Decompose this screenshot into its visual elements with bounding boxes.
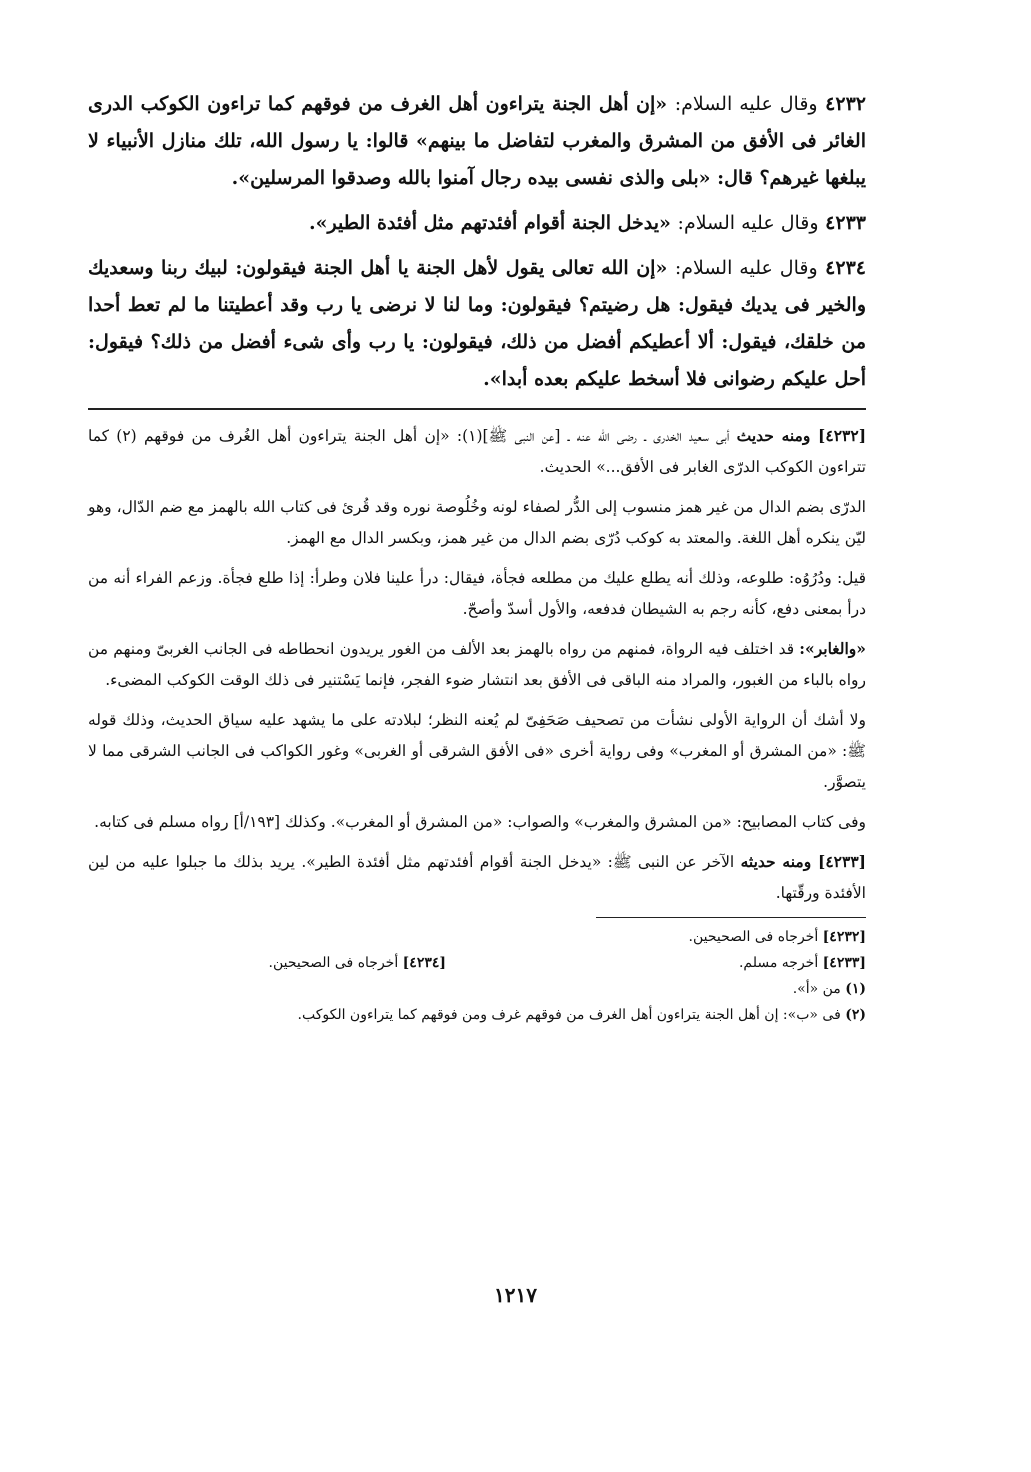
- footnote-ref: (٢): [845, 1007, 866, 1023]
- hadith-intro: وقال عليه السلام:: [677, 212, 819, 234]
- hadith-intro: وقال عليه السلام:: [674, 93, 818, 115]
- commentary-paragraph: [88, 806, 866, 838]
- hadith-intro: وقال عليه السلام:: [674, 257, 818, 279]
- page-number: ١٢١٧: [494, 1283, 537, 1307]
- commentary-text: ولا أشك أن الرواية الأولى نشأت من تصحيف صَحَفِىّ لم يُعنه النظر؛ لبلادته على ما يشهد عليه سياق الحديث، وذلك قوله ﷺ: «من المشرق أو المغرب» وفى رواية أخرى «فى الأفق الشرقى أو الغربى» وغور الكواكب فى الجانب الشرقى مما لا يتصوَّر.: [88, 711, 866, 791]
- footnote-text: أخرجه مسلم.: [738, 955, 819, 971]
- commentary-text: الآخر عن النبى ﷺ: «يدخل الجنة أقوام أفئدتهم مثل أفئدة الطير». يريد بذلك ما جبلوا عليه من لين الأفئدة ورقّتها.: [88, 853, 866, 902]
- commentary-text: الدرّى بضم الدال من غير همز منسوب إلى الدُّر لصفاء لونه وخُلُوصة نوره وقد قُرئ فى كتاب الله بالهمز مع ضم الدّال، وهو ليّن ينكره أهل اللغة. والمعتد به كوكب دُرّى بضم الدال من غير همز، وبكسر الدال مع الهمز.: [88, 498, 866, 547]
- footnote-row: [88, 950, 866, 976]
- footnote-text: أخرجاه فى الصحيحين.: [268, 955, 399, 971]
- commentary-paragraph: [88, 846, 866, 909]
- commentary-text: قيل: ودُرُوُه: طلوعه، وذلك أنه يطلع عليك من مطلعه فجأة، فيقال: درأ علينا فلان وطرأ: إذا طلع فجأة. وزعم الفراء أنه من درأ بمعنى دفع، كأنه رجم به الشيطان فدفعه، والأول أسدّ وأصحّ.: [88, 569, 866, 618]
- footnote-text: أخرجاه فى الصحيحين.: [688, 929, 819, 945]
- commentary-paragraph: [88, 633, 866, 696]
- hadith-4232: [88, 86, 866, 197]
- footnote: [446, 950, 866, 976]
- hadith-number: ٤٢٣٢: [825, 93, 866, 115]
- commentary-lead: [٤٢٣٢] ومنه حديث: [736, 426, 867, 445]
- footnote: [793, 976, 866, 1002]
- commentary-lead: [٤٢٣٣] ومنه حديثه: [740, 852, 866, 871]
- footnote: [88, 950, 446, 976]
- footnote: [446, 924, 866, 950]
- hadith-text: «إن أهل الجنة يتراءون أهل الغرف من فوقهم كما تراءون الكوكب الدرى الغائر فى الأفق من المشرق والمغرب لتفاضل ما بينهم» قالوا: يا رسول الله، تلك منازل الأنبياء لا يبلغها غيرهم؟ قال: «بلى والذى نفسى بيده رجال آمنوا بالله وصدقوا المرسلين».: [88, 93, 866, 189]
- commentary-text: وفى كتاب المصابيح: «من المشرق والمغرب» والصواب: «من المشرق أو المغرب». وكذلك [١٩٣/أ] رواه مسلم فى كتابه.: [94, 813, 866, 831]
- hadith-number: ٤٢٣٤: [825, 257, 866, 279]
- commentary: [88, 420, 866, 909]
- footnote-text: من «أ».: [792, 981, 841, 997]
- footnotes: [88, 924, 866, 1028]
- footnote-row: [88, 976, 866, 1002]
- commentary-paragraph: [88, 704, 866, 798]
- commentary-text: قد اختلف فيه الرواة، فمنهم من رواه بالهمز بعد الألف من الغور يريدون انحطاطه فى الجانب الغربىّ ومنهم من رواه بالباء من الغبور، والمراد منه الباقى فى الأفق بعد انتشار ضوء الفجر، فإنما يَسْتنير فى ذلك الوقت الكوكب المضىء.: [88, 640, 866, 689]
- footnote-row: [88, 1002, 866, 1028]
- footnote-ref: [٤٢٣٤]: [402, 955, 446, 971]
- footnote-empty: [88, 924, 446, 950]
- main-text: [88, 86, 866, 398]
- hadith-number: ٤٢٣٣: [825, 212, 866, 234]
- footnote-divider: [596, 917, 866, 918]
- footnote-text: فى «ب»: إن أهل الجنة يتراءون أهل الغرف من فوقهم غرف ومن فوقهم كما يتراءون الكوكب.: [297, 1007, 841, 1023]
- footnote-ref: [٤٢٣٣]: [822, 955, 866, 971]
- main-divider: [88, 408, 866, 410]
- footnote-ref: [٤٢٣٢]: [822, 929, 866, 945]
- hadith-4233: [88, 205, 866, 242]
- commentary-text: أبى سعيد الخدرى ـ رضى الله عنه ـ [عن النبى ﷺ](١): «إن أهل الجنة يتراءون أهل الغُرف من فوقهم (٢) كما تتراءون الكوكب الدرّى الغابر فى الأفق...» الحديث.: [88, 427, 866, 476]
- commentary-paragraph: [88, 420, 866, 483]
- commentary-lead: «والغابر»:: [799, 639, 866, 658]
- commentary-paragraph: [88, 562, 866, 625]
- hadith-text: «يدخل الجنة أقوام أفئدتهم مثل أفئدة الطير».: [309, 212, 671, 234]
- footnote: [298, 1002, 867, 1028]
- hadith-4234: [88, 250, 866, 398]
- footnote-ref: (١): [845, 981, 866, 997]
- footnote-row: [88, 924, 866, 950]
- hadith-text: «إن الله تعالى يقول لأهل الجنة يا أهل الجنة فيقولون: لبيك ربنا وسعديك والخير فى يديك فيقول: هل رضيتم؟ فيقولون: وما لنا لا نرضى يا رب وقد أعطيتنا ما لم تعط أحدا من خلقك، فيقول: ألا أعطيكم أفضل من ذلك، فيقولون: يا رب وأى شىء أفضل من ذلك؟ فيقول: أحل عليكم رضوانى فلا أسخط عليكم بعده أبدا».: [88, 257, 866, 390]
- commentary-paragraph: [88, 491, 866, 554]
- page-body: [88, 86, 866, 1028]
